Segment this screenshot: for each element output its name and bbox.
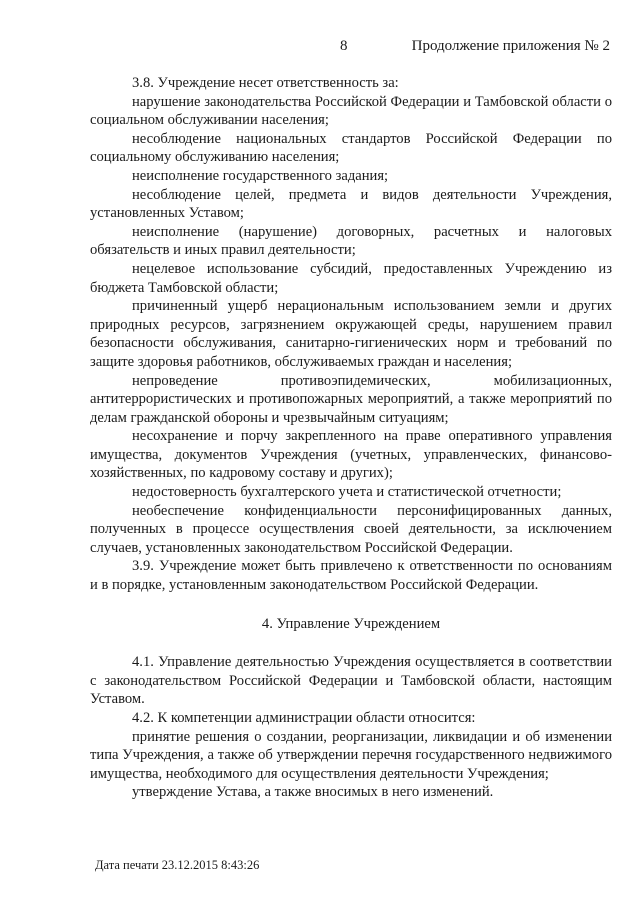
list-item: нарушение законодательства Российской Федерации и Тамбовской области о социальном обслуживании населения; — [90, 93, 612, 129]
paragraph-3-8: 3.8. Учреждение несет ответственность за: — [132, 75, 399, 91]
list-item: причиненный ущерб нерациональным использованием земли и других природных ресурсов, загрязнением окружающей среды, нарушением правил безопасности обслуживания, санитарно-гигиенических норм и требований по защите здоровья работников, обслуживаемых граждан и населения; — [90, 298, 612, 370]
document-body — [90, 74, 612, 802]
list-item: непроведение противоэпидемических, мобилизационных, антитеррористических и противопожарных мероприятий, а также мероприятий по делам гражданской обороны и чрезвычайным ситуациям; — [90, 372, 612, 426]
page-number: 8 — [340, 38, 348, 54]
list-item: несохранение и порчу закрепленного на праве оперативного управления имущества, документов Учреждения (учетных, управленческих, финансово-хозяйственных, по кадровому составу и других); — [90, 428, 612, 482]
paragraph-3-9: 3.9. Учреждение может быть привлечено к ответственности по основаниям и в порядке, установленным законодательством Российской Федерации. — [90, 558, 612, 594]
print-date: Дата печати 23.12.2015 8:43:26 — [95, 858, 260, 872]
list-item: несоблюдение целей, предмета и видов деятельности Учреждения, установленных Уставом; — [90, 186, 612, 222]
appendix-continuation-title: Продолжение приложения № 2 — [411, 38, 610, 54]
list-item: утверждение Устава, а также вносимых в него изменений. — [132, 784, 494, 801]
section-title: 4. Управление Учреждением — [261, 615, 441, 632]
list-item: нецелевое использование субсидий, предоставленных Учреждению из бюджета Тамбовской области; — [90, 260, 612, 296]
list-item: неисполнение государственного задания; — [132, 167, 389, 184]
list-item: принятие решения о создании, реорганизации, ликвидации и об изменении типа Учреждения, а также об утверждении перечня государственного недвижимого имущества, необходимого для осуществления деятельности Учреждения; — [90, 728, 612, 782]
list-item: недостоверность бухгалтерского учета и статистической отчетности; — [132, 484, 562, 501]
paragraph-4-1: 4.1. Управление деятельностью Учреждения осуществляется в соответствии с законодательством Российской Федерации и Тамбовской области, настоящим Уставом. — [90, 654, 612, 708]
list-item: неисполнение (нарушение) договорных, расчетных и налоговых обязательств и иных правил деятельности; — [90, 223, 612, 259]
list-item: несоблюдение национальных стандартов Российской Федерации по социальному обслуживанию населения; — [90, 130, 612, 166]
list-item: необеспечение конфиденциальности персонифицированных данных, полученных в процессе осуществления своей деятельности, за исключением случаев, установленных законодательством Российской Федерации. — [90, 502, 612, 556]
paragraph-4-2: 4.2. К компетенции администрации области относится: — [132, 710, 476, 726]
